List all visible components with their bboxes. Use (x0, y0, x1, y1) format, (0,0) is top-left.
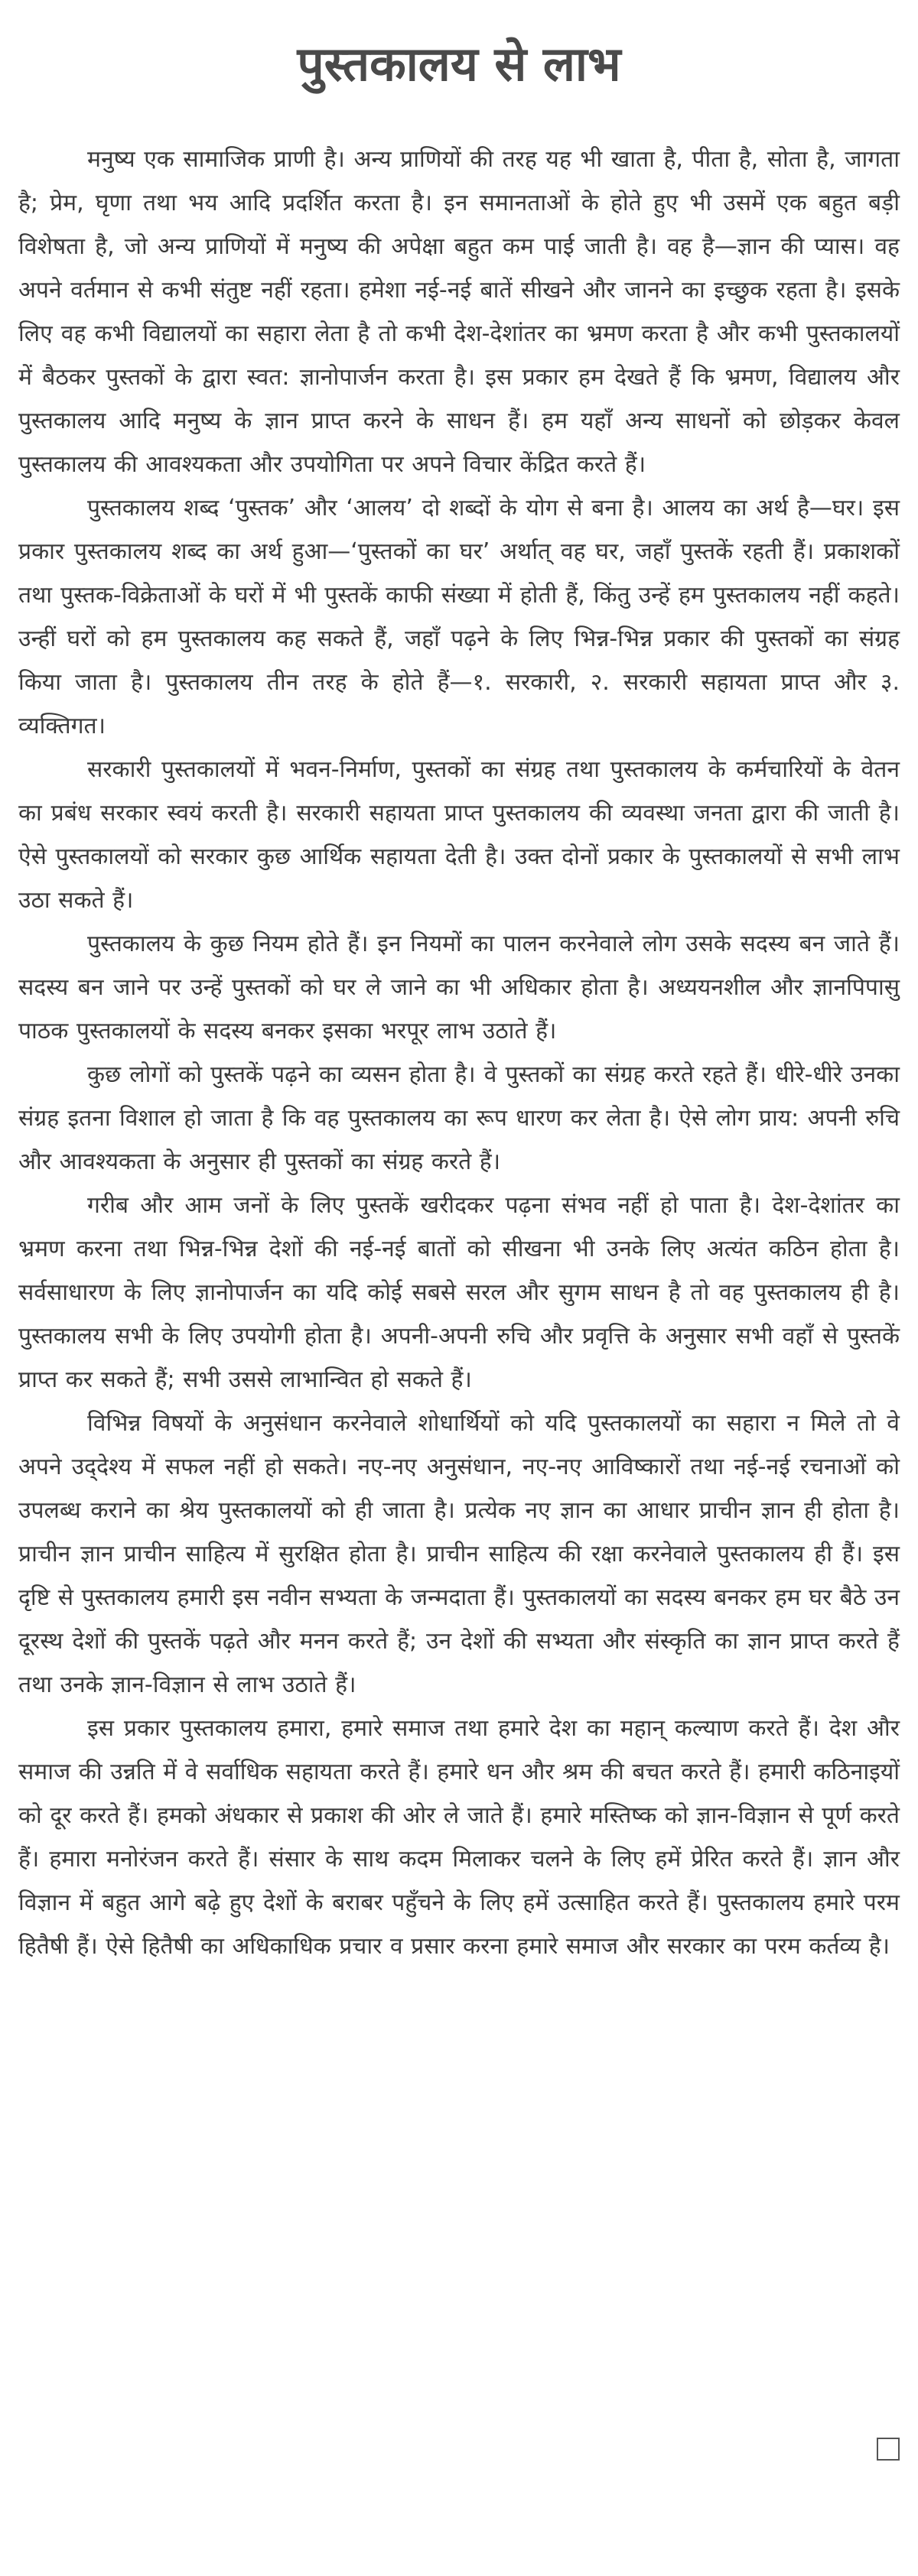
paragraph: सरकारी पुस्तकालयों में भवन-निर्माण, पुस्तकों का संग्रह तथा पुस्तकालय के कर्मचारियों के वेतन का प्रबंध सरकार स्वयं करती है। सरकारी सहायता प्राप्त पुस्तकालय की व्यवस्था जनता द्वारा की जाती है। ऐसे पुस्तकालयों को सरकार कुछ आर्थिक सहायता देती है। उक्त दोनों प्रकार के पुस्तकालयों से सभी लाभ उठा सकते हैं। (18, 756, 900, 914)
paragraph: विभिन्न विषयों के अनुसंधान करनेवाले शोधार्थियों को यदि पुस्तकालयों का सहारा न मिले तो वे अपने उद्‌देश्य में सफल नहीं हो सकते। नए-नए अनुसंधान, नए-नए आविष्कारों तथा नई-नई रचनाओं को उपलब्ध कराने का श्रेय पुस्तकालयों को ही जाता है। प्रत्येक नए ज्ञान का आधार प्राचीन ज्ञान ही होता है। प्राचीन ज्ञान प्राचीन साहित्य में सुरक्षित होता है। प्राचीन साहित्य की रक्षा करनेवाले पुस्तकालय ही हैं। इस दृष्टि से पुस्तकालय हमारी इस नवीन सभ्यता के जन्मदाता हैं। पुस्तकालयों का सदस्य बनकर हम घर बैठे उन दूरस्थ देशों की पुस्तकें पढ़ते और मनन करते हैं; उन देशों की सभ्यता और संस्कृति का ज्ञान प्राप्त करते हैं तथा उनके ज्ञान-विज्ञान से लाभ उठाते हैं। (18, 1410, 900, 1698)
paragraph: मनुष्य एक सामाजिक प्राणी है। अन्य प्राणियों की तरह यह भी खाता है, पीता है, सोता है, जागता है; प्रेम, घृणा तथा भय आदि प्रदर्शित करता है। इन समानताओं के होते हुए भी उसमें एक बहुत बड़ी विशेषता है, जो अन्य प्राणियों में मनुष्य की अपेक्षा बहुत कम पाई जाती है। वह है—ज्ञान की प्यास। वह अपने वर्तमान से कभी संतुष्ट नहीं रहता। हमेशा नई-नई बातें सीखने और जानने का इच्छुक रहता है। इसके लिए वह कभी विद्यालयों का सहारा लेता है तो कभी देश-देशांतर का भ्रमण करता है और कभी पुस्तकालयों में बैठकर पुस्तकों के द्वारा स्वत: ज्ञानोपार्जन करता है। इस प्रकार हम देखते हैं कि भ्रमण, विद्यालय और पुस्तकालय आदि मनुष्य के ज्ञान प्राप्त करने के साधन हैं। हम यहाँ अन्य साधनों को छोड़कर केवल पुस्तकालय की आवश्यकता और उपयोगिता पर अपने विचार केंद्रित करते हैं। (18, 146, 900, 478)
end-of-text-square-icon (877, 2438, 900, 2461)
page-title: पुस्तकालय से लाभ (297, 36, 621, 92)
paragraph: गरीब और आम जनों के लिए पुस्तकें खरीदकर पढ़ना संभव नहीं हो पाता है। देश-देशांतर का भ्रमण करना तथा भिन्न-भिन्न देशों की नई-नई बातों को सीखना भी उनके लिए अत्यंत कठिन होता है। सर्वसाधारण के लिए ज्ञानोपार्जन का यदि कोई सबसे सरल और सुगम साधन है तो वह पुस्तकालय ही है। पुस्तकालय सभी के लिए उपयोगी होता है। अपनी-अपनी रुचि और प्रवृत्ति के अनुसार सभी वहाँ से पुस्तकें प्राप्त कर सकते हैं; सभी उससे लाभान्वित हो सकते हैं। (18, 1192, 900, 1393)
essay-body (18, 138, 900, 1968)
paragraph: पुस्तकालय शब्द ‘पुस्तक’ और ‘आलय’ दो शब्दों के योग से बना है। आलय का अर्थ है—घर। इस प्रकार पुस्तकालय शब्द का अर्थ हुआ—‘पुस्तकों का घर’ अर्थात् वह घर, जहाँ पुस्तकें रहती हैं। प्रकाशकों तथा पुस्तक-विक्रेताओं के घरों में भी पुस्तकें काफी संख्या में होती हैं, किंतु उन्हें हम पुस्तकालय नहीं कहते। उन्हीं घरों को हम पुस्तकालय कह सकते हैं, जहाँ पढ़ने के लिए भिन्न-भिन्न प्रकार की पुस्तकों का संग्रह किया जाता है। पुस्तकालय तीन तरह के होते हैं—१. सरकारी, २. सरकारी सहायता प्राप्त और ३. व्यक्तिगत। (18, 495, 900, 739)
paragraph: इस प्रकार पुस्तकालय हमारा, हमारे समाज तथा हमारे देश का महान् कल्याण करते हैं। देश और समाज की उन्नति में वे सर्वाधिक सहायता करते हैं। हमारे धन और श्रम की बचत करते हैं। हमारी कठिनाइयों को दूर करते हैं। हमको अंधकार से प्रकाश की ओर ले जाते हैं। हमारे मस्तिष्क को ज्ञान-विज्ञान से पूर्ण करते हैं। हमारा मनोरंजन करते हैं। संसार के साथ कदम मिलाकर चलने के लिए हमें प्रेरित करते हैं। ज्ञान और विज्ञान में बहुत आगे बढ़े हुए देशों के बराबर पहुँचने के लिए हमें उत्साहित करते हैं। पुस्तकालय हमारे परम हितैषी हैं। ऐसे हितैषी का अधिकाधिक प्रचार व प्रसार करना हमारे समाज और सरकार का परम कर्तव्य है। (18, 1715, 900, 1960)
paragraph: पुस्तकालय के कुछ नियम होते हैं। इन नियमों का पालन करनेवाले लोग उसके सदस्य बन जाते हैं। सदस्य बन जाने पर उन्हें पुस्तकों को घर ले जाने का भी अधिकार होता है। अध्ययनशील और ज्ञानपिपासु पाठक पुस्तकालयों के सदस्य बनकर इसका भरपूर लाभ उठाते हैं। (18, 931, 900, 1044)
paragraph: कुछ लोगों को पुस्तकें पढ़ने का व्यसन होता है। वे पुस्तकों का संग्रह करते रहते हैं। धीरे-धीरे उनका संग्रह इतना विशाल हो जाता है कि वह पुस्तकालय का रूप धारण कर लेता है। ऐसे लोग प्राय: अपनी रुचि और आवश्यकता के अनुसार ही पुस्तकों का संग्रह करते हैं। (18, 1061, 900, 1175)
